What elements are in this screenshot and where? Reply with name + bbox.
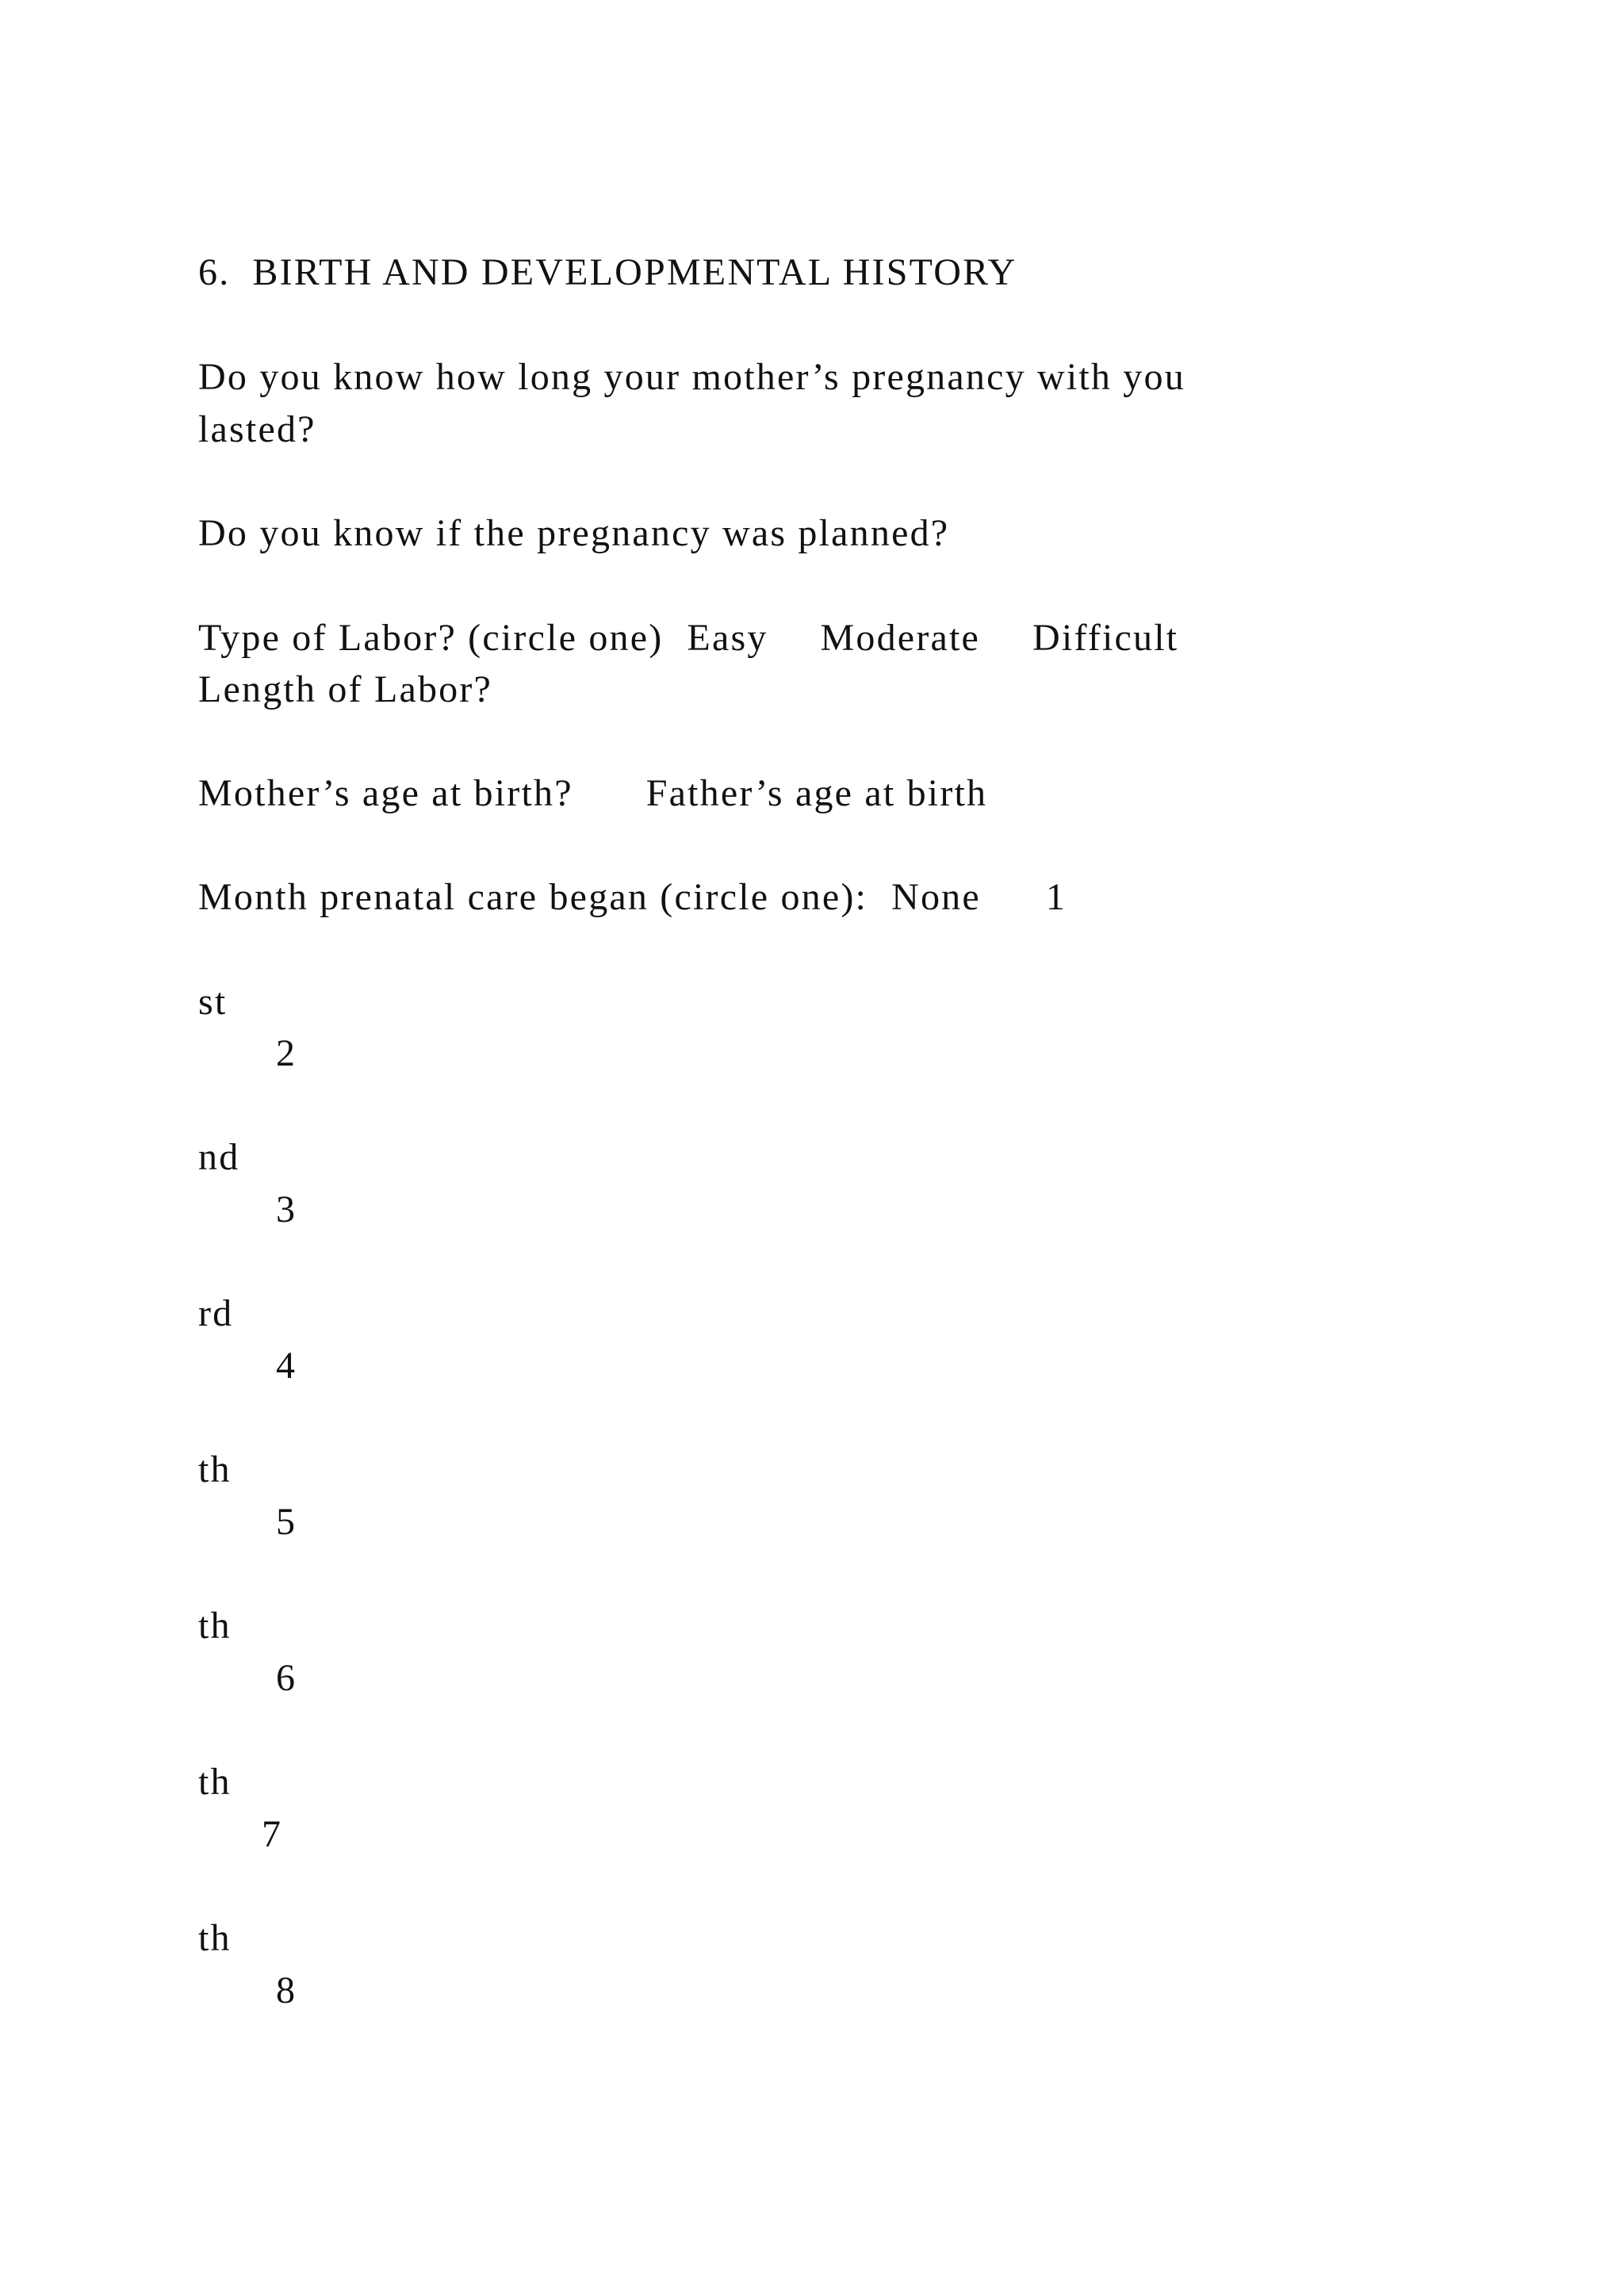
ordinal-suffix: nd (198, 1136, 240, 1178)
prenatal-option-number: 5 (276, 1501, 297, 1543)
mother-age-label: Mother’s age at birth? (198, 772, 573, 814)
ordinal-suffix: th (198, 1917, 232, 1959)
prenatal-option-number: 6 (276, 1657, 297, 1699)
question-pregnancy-planned: Do you know if the pregnancy was planned? (198, 512, 950, 554)
prenatal-option-number: 4 (276, 1345, 297, 1387)
section-number: 6. (198, 251, 231, 293)
ordinal-suffix: th (198, 1448, 232, 1490)
labor-option-easy: Easy (687, 617, 768, 659)
prenatal-option-number: 8 (276, 1969, 297, 2011)
labor-type-label: Type of Labor? (circle one) (198, 617, 664, 659)
father-age-label: Father’s age at birth (645, 772, 988, 814)
question-labor-length: Length of Labor? (198, 668, 493, 710)
ordinal-suffix: rd (198, 1292, 234, 1334)
section-heading (198, 249, 1017, 297)
prenatal-option-number: 2 (276, 1032, 297, 1074)
prenatal-option-none: None (891, 876, 981, 918)
prenatal-option-number: 3 (276, 1188, 297, 1230)
question-labor-type (198, 614, 1178, 662)
section-title: BIRTH AND DEVELOPMENTAL HISTORY (252, 251, 1017, 293)
ordinal-suffix: th (198, 1761, 232, 1803)
prenatal-option-1: 1 (1045, 876, 1067, 918)
ordinal-suffix: st (198, 981, 228, 1023)
question-prenatal-care (198, 874, 1067, 921)
question-pregnancy-length-line-2: lasted? (198, 408, 316, 450)
prenatal-label: Month prenatal care began (circle one): (198, 876, 868, 918)
ordinal-suffix: th (198, 1605, 232, 1647)
question-pregnancy-length-line-1: Do you know how long your mother’s pregnancy with you (198, 356, 1185, 398)
prenatal-option-number: 7 (262, 1813, 283, 1855)
labor-option-difficult: Difficult (1032, 617, 1179, 659)
labor-option-moderate: Moderate (820, 617, 981, 659)
question-parent-ages (198, 770, 987, 817)
